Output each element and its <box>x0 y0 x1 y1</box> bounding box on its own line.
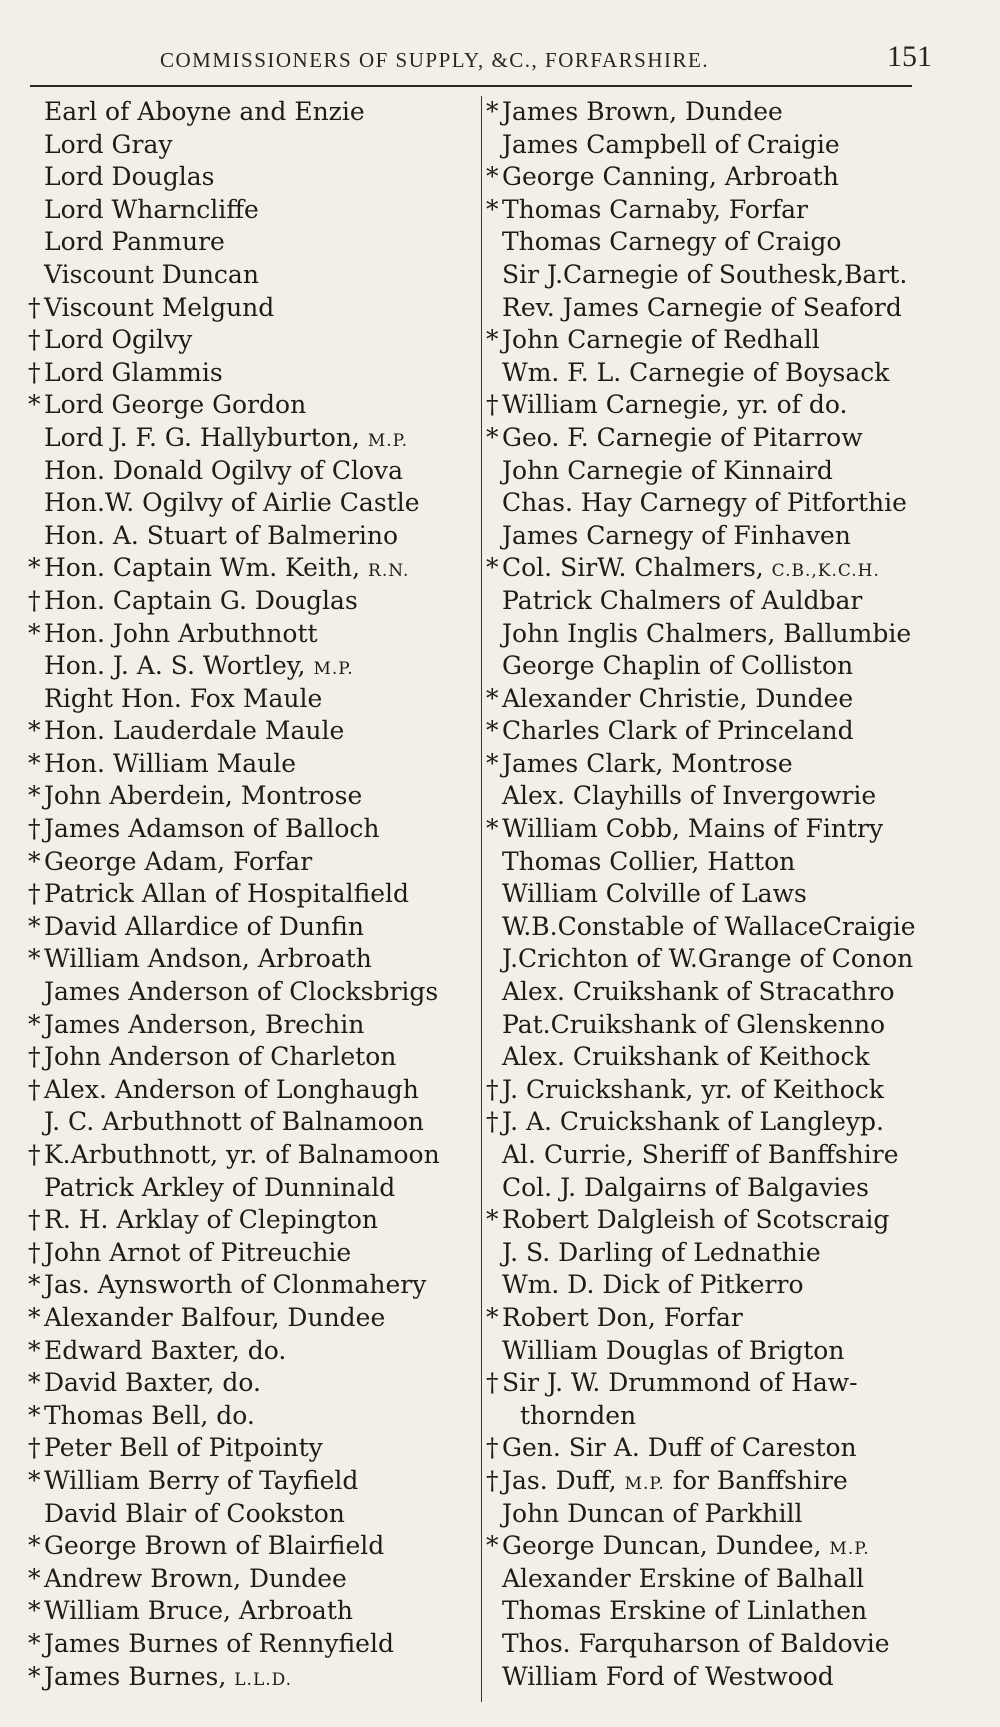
list-item <box>28 585 478 618</box>
entry-text: Col. J. Dalgairns of Balgavies <box>502 1172 869 1202</box>
list-item <box>28 520 478 553</box>
entry-text: J.Crichton of W.Grange of Conon <box>502 944 914 974</box>
entry-text: Alex. Anderson of Longhaugh <box>44 1074 419 1104</box>
list-item <box>486 780 936 813</box>
entry-text: George Chaplin of Colliston <box>502 651 854 681</box>
entry-text: Lord J. F. G. Hallyburton, M.P. <box>44 422 409 452</box>
entry-text: Thomas Collier, Hatton <box>502 846 796 876</box>
dagger-mark: † <box>486 1433 499 1463</box>
asterisk-mark: * <box>486 748 499 778</box>
entry-text: Wm. D. Dick of Pitkerro <box>502 1270 804 1300</box>
entry-text: J. A. Cruickshank of Langleyp. <box>502 1107 885 1137</box>
list-item <box>28 487 478 520</box>
list-item <box>486 650 936 683</box>
list-item <box>486 748 936 781</box>
list-item <box>28 846 478 879</box>
list-item <box>486 1172 936 1205</box>
entry-text: George Brown of Blairfield <box>44 1531 385 1561</box>
list-item <box>486 1432 936 1465</box>
list-item <box>28 618 478 651</box>
list-item <box>28 1172 478 1205</box>
list-item <box>486 129 936 162</box>
dagger-mark: † <box>28 1074 41 1104</box>
asterisk-mark: * <box>486 97 499 126</box>
entry-text: George Canning, Arbroath <box>502 162 839 192</box>
dagger-mark: † <box>486 1107 499 1137</box>
dagger-mark: † <box>28 814 41 844</box>
entry-text: Earl of Aboyne and Enzie <box>44 97 365 126</box>
entry-text: Right Hon. Fox Maule <box>44 683 323 713</box>
list-item <box>486 194 936 227</box>
dagger-mark: † <box>486 1465 499 1495</box>
entry-text: Alex. Clayhills of Invergowrie <box>502 781 877 811</box>
entry-text: Hon. Captain Wm. Keith, R.N. <box>44 553 410 583</box>
asterisk-mark: * <box>28 1531 41 1561</box>
list-item <box>486 520 936 553</box>
list-item <box>28 324 478 357</box>
entry-text: Lord Douglas <box>44 162 215 192</box>
entry-text: James Brown, Dundee <box>502 97 783 126</box>
list-item <box>486 1106 936 1139</box>
entry-text: Alexander Balfour, Dundee <box>44 1302 386 1332</box>
list-item <box>486 1530 936 1563</box>
asterisk-mark: * <box>28 1009 41 1039</box>
entry-text: Edward Baxter, do. <box>44 1335 287 1365</box>
list-item <box>486 292 936 325</box>
entry-text: Geo. F. Carnegie of Pitarrow <box>502 422 863 452</box>
entry-text: George Duncan, Dundee, M.P. <box>502 1531 870 1561</box>
asterisk-mark: * <box>28 1368 41 1398</box>
entry-text: R. H. Arklay of Clepington <box>44 1205 379 1235</box>
asterisk-mark: * <box>28 1400 41 1430</box>
entry-text: John Aberdein, Montrose <box>44 781 363 811</box>
list-item <box>28 292 478 325</box>
asterisk-mark: * <box>486 1302 499 1332</box>
entry-text: Gen. Sir A. Duff of Careston <box>502 1433 857 1463</box>
entry-text: Hon. J. A. S. Wortley, M.P. <box>44 651 354 681</box>
asterisk-mark: * <box>28 1596 41 1626</box>
list-item <box>486 1237 936 1270</box>
dagger-mark: † <box>486 390 499 420</box>
entry-text: John Duncan of Parkhill <box>502 1498 803 1528</box>
list-item <box>28 683 478 716</box>
list-item <box>486 618 936 651</box>
list-item <box>28 1628 478 1661</box>
list-item <box>486 1628 936 1661</box>
entry-text: Alexander Erskine of Balhall <box>502 1563 865 1593</box>
list-item <box>28 911 478 944</box>
entry-text: Lord Ogilvy <box>44 325 193 355</box>
entry-text: Patrick Arkley of Dunninald <box>44 1172 396 1202</box>
list-item <box>28 976 478 1009</box>
list-item <box>28 748 478 781</box>
entry-text: Wm. F. L. Carnegie of Boysack <box>502 357 890 387</box>
asterisk-mark: * <box>28 1335 41 1365</box>
entry-text: Alexander Christie, Dundee <box>502 683 854 713</box>
list-item <box>28 455 478 488</box>
dagger-mark: † <box>28 292 41 322</box>
list-item <box>486 1367 936 1400</box>
asterisk-mark: * <box>28 1563 41 1593</box>
list-item <box>28 1661 478 1694</box>
list-item <box>28 1041 478 1074</box>
entry-text: Hon. Captain G. Douglas <box>44 585 358 615</box>
running-head <box>30 40 930 80</box>
list-item <box>486 552 936 585</box>
entry-text: J. Cruickshank, yr. of Keithock <box>502 1074 884 1104</box>
asterisk-mark: * <box>28 1661 41 1691</box>
entry-text: Hon.W. Ogilvy of Airlie Castle <box>44 488 420 518</box>
asterisk-mark: * <box>28 1302 41 1332</box>
entry-text: Robert Dalgleish of Scotscraig <box>502 1205 890 1235</box>
list-item <box>28 357 478 390</box>
list-item <box>486 1009 936 1042</box>
entry-text: Alex. Cruikshank of Keithock <box>502 1042 870 1072</box>
list-item <box>28 259 478 292</box>
list-item <box>486 813 936 846</box>
list-item <box>486 1269 936 1302</box>
list-item <box>486 455 936 488</box>
entry-text: Jas. Duff, M.P. for Banffshire <box>502 1465 848 1495</box>
entry-text: J. S. Darling of Lednathie <box>502 1237 821 1267</box>
asterisk-mark: * <box>486 194 499 224</box>
list-item <box>486 1563 936 1596</box>
entry-text: William Cobb, Mains of Fintry <box>502 814 884 844</box>
list-item <box>28 552 478 585</box>
entry-text: James Burnes, L.L.D. <box>44 1661 293 1691</box>
entry-text: Lord Panmure <box>44 227 225 257</box>
entry-text: Viscount Duncan <box>44 259 259 289</box>
entry-text: John Carnegie of Redhall <box>502 325 820 355</box>
entry-text: Lord Glammis <box>44 357 223 387</box>
list-item <box>28 1302 478 1335</box>
list-item <box>486 226 936 259</box>
asterisk-mark: * <box>28 1465 41 1495</box>
list-item <box>28 780 478 813</box>
entry-text: Thomas Carnaby, Forfar <box>502 194 808 224</box>
entry-text: James Adamson of Balloch <box>44 814 380 844</box>
list-item <box>28 161 478 194</box>
list-item <box>28 878 478 911</box>
list-item <box>486 1204 936 1237</box>
entry-text: Chas. Hay Carnegy of Pitforthie <box>502 488 907 518</box>
entry-text: William Carnegie, yr. of do. <box>502 390 848 420</box>
list-item <box>28 129 478 162</box>
asterisk-mark: * <box>28 553 41 583</box>
entry-text: Charles Clark of Princeland <box>502 716 854 746</box>
entry-text: Thomas Bell, do. <box>44 1400 255 1430</box>
entry-text: James Clark, Montrose <box>502 748 793 778</box>
list-item <box>486 1661 936 1694</box>
asterisk-mark: * <box>28 846 41 876</box>
list-item <box>486 878 936 911</box>
list-item <box>486 911 936 944</box>
dagger-mark: † <box>28 1140 41 1169</box>
list-item <box>486 1041 936 1074</box>
dagger-mark: † <box>28 1237 41 1267</box>
asterisk-mark: * <box>28 748 41 778</box>
entry-text: John Carnegie of Kinnaird <box>502 455 833 485</box>
list-item <box>28 813 478 846</box>
asterisk-mark: * <box>486 162 499 192</box>
entry-text: Rev. James Carnegie of Seaford <box>502 292 902 322</box>
list-item <box>486 96 936 129</box>
entry-text: Hon. Donald Ogilvy of Clova <box>44 455 404 485</box>
entry-text: David Blair of Cookston <box>44 1498 345 1528</box>
running-title: COMMISSIONERS OF SUPPLY, &C., FORFARSHIRE. <box>160 48 710 72</box>
list-item <box>28 1498 478 1531</box>
list-item <box>28 1465 478 1498</box>
entry-text: thornden <box>520 1400 637 1430</box>
list-item <box>28 1106 478 1139</box>
entry-text: John Inglis Chalmers, Ballumbie <box>502 618 912 648</box>
asterisk-mark: * <box>486 553 499 583</box>
entry-text: William Douglas of Brigton <box>502 1335 845 1365</box>
entry-text: John Arnot of Pitreuchie <box>44 1237 352 1267</box>
list-item <box>486 1595 936 1628</box>
list-item <box>486 1139 936 1172</box>
dagger-mark: † <box>28 1042 41 1072</box>
list-item <box>486 976 936 1009</box>
entry-text: Lord Wharncliffe <box>44 194 259 224</box>
page-number: 151 <box>887 40 932 73</box>
list-item <box>28 1269 478 1302</box>
asterisk-mark: * <box>28 781 41 811</box>
entry-text: Patrick Allan of Hospitalfield <box>44 879 410 909</box>
list-item <box>28 422 478 455</box>
entry-text: Lord George Gordon <box>44 390 307 420</box>
entry-text: Thomas Carnegy of Craigo <box>502 227 842 257</box>
entry-text: Hon. A. Stuart of Balmerino <box>44 520 399 550</box>
list-item <box>28 1139 478 1172</box>
asterisk-mark: * <box>28 944 41 974</box>
entry-text: Robert Don, Forfar <box>502 1302 743 1332</box>
entry-text: James Anderson of Clocksbrigs <box>44 977 439 1007</box>
list-item <box>28 226 478 259</box>
entry-text: David Baxter, do. <box>44 1368 261 1398</box>
list-item <box>486 1498 936 1531</box>
asterisk-mark: * <box>28 1270 41 1300</box>
entry-text: William Colville of Laws <box>502 879 807 909</box>
asterisk-mark: * <box>486 1531 499 1561</box>
entry-text: Sir J. W. Drummond of Haw- <box>502 1368 858 1398</box>
entry-text: David Allardice of Dunfin <box>44 911 364 941</box>
dagger-mark: † <box>28 1433 41 1463</box>
asterisk-mark: * <box>486 814 499 844</box>
list-item <box>486 324 936 357</box>
entry-text: Hon. Lauderdale Maule <box>44 716 345 746</box>
entry-text: Jas. Aynsworth of Clonmahery <box>44 1270 427 1300</box>
entry-text: Peter Bell of Pitpointy <box>44 1433 323 1463</box>
list-item <box>486 1400 936 1433</box>
list-item <box>486 259 936 292</box>
list-item <box>28 1563 478 1596</box>
entry-text: William Berry of Tayfield <box>44 1465 359 1495</box>
list-item <box>486 1302 936 1335</box>
asterisk-mark: * <box>486 683 499 713</box>
entry-text: James Carnegy of Finhaven <box>502 520 851 550</box>
asterisk-mark: * <box>28 390 41 420</box>
dagger-mark: † <box>486 1368 499 1398</box>
entry-text: Hon. John Arbuthnott <box>44 618 318 648</box>
dagger-mark: † <box>28 879 41 909</box>
list-item <box>28 96 478 129</box>
entry-text: Pat.Cruikshank of Glenskenno <box>502 1009 886 1039</box>
list-item <box>28 389 478 422</box>
entry-text: Alex. Cruikshank of Stracathro <box>502 977 895 1007</box>
column-divider <box>481 96 482 1702</box>
entry-text: James Burnes of Rennyfield <box>44 1628 394 1658</box>
list-item <box>486 161 936 194</box>
list-item <box>486 1335 936 1368</box>
list-item <box>486 585 936 618</box>
entry-text: George Adam, Forfar <box>44 846 313 876</box>
list-item <box>486 1465 936 1498</box>
entry-text: William Bruce, Arbroath <box>44 1596 353 1626</box>
right-column-list <box>486 96 936 1693</box>
list-item <box>486 487 936 520</box>
dagger-mark: † <box>486 1074 499 1104</box>
entry-text: Lord Gray <box>44 129 173 159</box>
entry-text: Sir J.Carnegie of Southesk,Bart. <box>502 259 908 289</box>
entry-text: Viscount Melgund <box>44 292 275 322</box>
entry-text: Patrick Chalmers of Auldbar <box>502 585 863 615</box>
entry-text: Col. SirW. Chalmers, C.B.,K.C.H. <box>502 553 880 583</box>
list-item <box>486 389 936 422</box>
entry-text: John Anderson of Charleton <box>44 1042 397 1072</box>
list-item <box>28 1074 478 1107</box>
dagger-mark: † <box>28 1205 41 1235</box>
entry-text: William Andson, Arbroath <box>44 944 372 974</box>
entry-text: Hon. William Maule <box>44 748 297 778</box>
list-item <box>28 943 478 976</box>
dagger-mark: † <box>28 357 41 387</box>
entry-text: William Ford of Westwood <box>502 1661 834 1691</box>
dagger-mark: † <box>28 325 41 355</box>
entry-text: James Anderson, Brechin <box>44 1009 365 1039</box>
left-column-list <box>28 96 478 1693</box>
entry-text: James Campbell of Craigie <box>502 129 840 159</box>
list-item <box>28 1367 478 1400</box>
entry-text: Thos. Farquharson of Baldovie <box>502 1628 890 1658</box>
list-item <box>28 1335 478 1368</box>
list-item <box>486 422 936 455</box>
header-rule <box>30 85 912 87</box>
list-item <box>28 194 478 227</box>
list-item <box>486 1074 936 1107</box>
list-item <box>28 1595 478 1628</box>
asterisk-mark: * <box>486 716 499 746</box>
dagger-mark: † <box>28 585 41 615</box>
asterisk-mark: * <box>486 1205 499 1235</box>
list-item <box>28 715 478 748</box>
list-item <box>28 1432 478 1465</box>
list-item <box>28 1400 478 1433</box>
asterisk-mark: * <box>28 618 41 648</box>
entry-text: Al. Currie, Sheriff of Banffshire <box>502 1140 899 1169</box>
list-item <box>28 1237 478 1270</box>
list-item <box>28 650 478 683</box>
asterisk-mark: * <box>486 325 499 355</box>
entry-text: W.B.Constable of WallaceCraigie <box>502 911 916 941</box>
list-item <box>486 683 936 716</box>
list-item <box>486 943 936 976</box>
entry-text: Thomas Erskine of Linlathen <box>502 1596 868 1626</box>
asterisk-mark: * <box>28 911 41 941</box>
entry-text: J. C. Arbuthnott of Balnamoon <box>44 1107 424 1137</box>
asterisk-mark: * <box>28 1628 41 1658</box>
list-item <box>486 715 936 748</box>
asterisk-mark: * <box>28 716 41 746</box>
entry-text: K.Arbuthnott, yr. of Balnamoon <box>44 1140 440 1169</box>
list-item <box>28 1530 478 1563</box>
list-item <box>28 1204 478 1237</box>
list-item <box>486 846 936 879</box>
list-item <box>486 357 936 390</box>
list-item <box>28 1009 478 1042</box>
asterisk-mark: * <box>486 422 499 452</box>
entry-text: Andrew Brown, Dundee <box>44 1563 347 1593</box>
